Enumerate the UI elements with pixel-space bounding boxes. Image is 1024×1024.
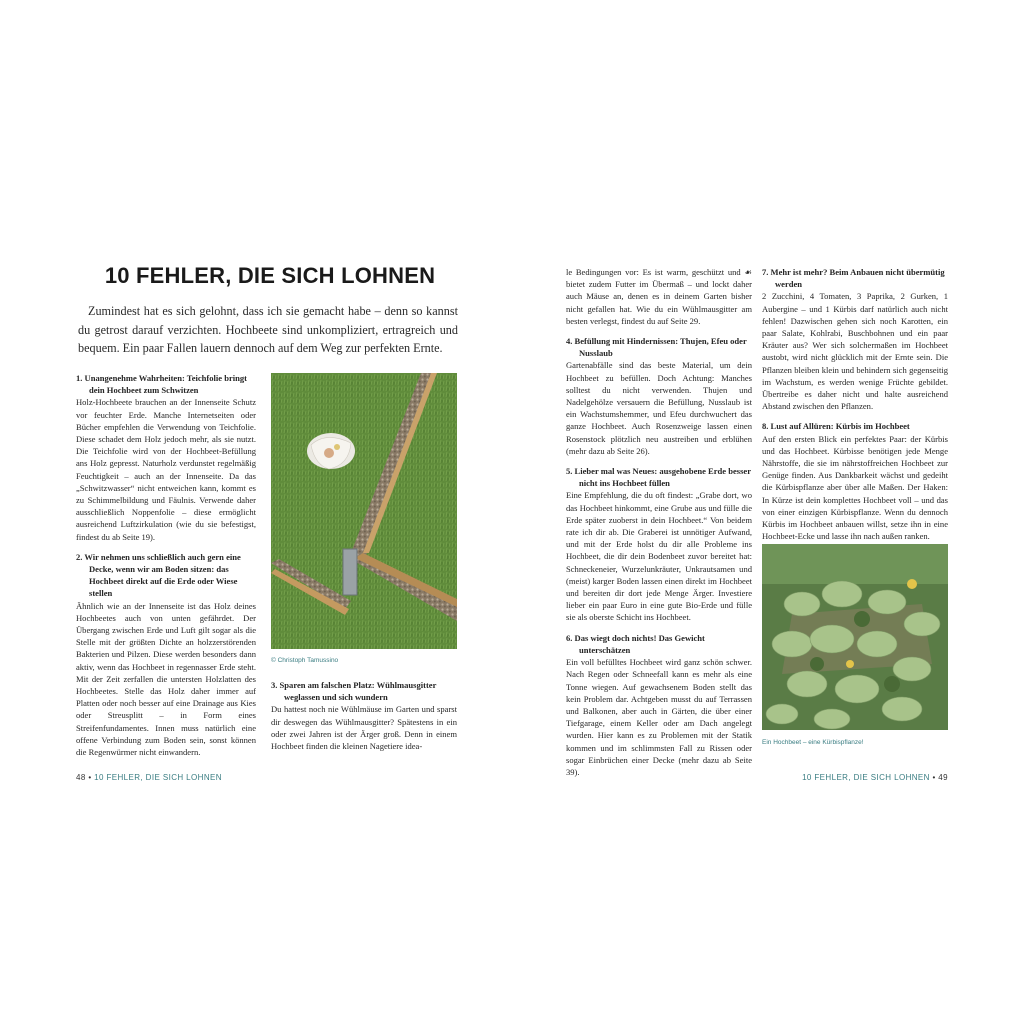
photo-pumpkin-raised-bed [762,544,948,730]
mistake-heading: 7. Mehr ist mehr? Beim Anbauen nicht übermütig werden [762,267,945,290]
mistake-body: le Bedingungen vor: Es ist warm, geschützt und ☙ bietet zudem Futter im Übermaß – und lockt daher auch Mäuse an, denen es in deinem Garten bisher nicht gefallen hat. Wie du ein Wühlmausgitter am besten verlegst, findest du auf Seite 29. [566,267,752,326]
page-number-right: • 49 [932,773,948,782]
mistake-heading: 1. Unangenehme Wahrheiten: Teichfolie bringt dein Hochbeet zum Schwitzen [76,373,248,396]
footer-right [802,773,948,782]
running-head-right: 10 FEHLER, DIE SICH LOHNEN [802,773,930,782]
mistake-body: Ähnlich wie an der Innenseite ist das Holz deines Hochbeetes auch von unten gefährdet. Der Übergang zwischen Erde und Luft gilt sogar als die Stelle mit der größten Dichte an holzzerstörenden Bakterien und Pilzen. Diese werden besonders dann aktiv, wenn das Hochbeet in regennasser Erde steht. Mit der Zeit zerfallen die untersten Holzlatten des Hochbeetes. Stelle das Holz daher immer auf Platten oder noch besser auf eine Drainage aus Kies oder Streusplitt – in Form eines Streifenfundamentes. Innen muss natürlich eine offene Verbindung zum Boden sein, sonst können die Regenwürmer nicht einwandern. [76,600,256,758]
column-3 [566,266,752,786]
mistake-body: Gartenabfälle sind das beste Material, um dein Hochbeet zu befüllen. Doch Achtung: Manches solltest du nicht verwenden. Thujen und Nadelgehölze versauern die Befüllung, Nusslaub ist ein Wachstumshemmer, und Efeu durchwuchert das ganze Hochbeet. Auch Rosenzweige lassen einen Rosenstock plötzlich neu austreiben und erblühen (mehr dazu ab Seite 26). [566,360,752,456]
pumpkin-plant-image [762,544,948,730]
column-2 [271,679,457,760]
mistake-heading: 6. Das wiegt doch nichts! Das Gewicht unterschätzen [566,632,705,655]
mistake-1 [76,372,256,543]
intro-text: Zumindest hat es sich gelohnt, dass ich sie gemacht habe – denn so kannst du getrost darauf verzichten. Hochbeete sind unkompliziert, ertragreich und bequem. Ein paar Fallen lauern dennoch auf dem Weg zur perfekten Ernte. [78,304,458,355]
footer-left [76,773,222,782]
mistake-body: Ein voll befülltes Hochbeet wird ganz schön schwer. Nach Regen oder Schneefall kann es mehr als eine Tonne wiegen. Auf gewachsenem Boden stellt das kein Problem dar. Achtgeben musst du auf Terrassen und Balkonen, aber auch in Gärten, die über einer Tiefgarage, einem Keller oder am Dach angelegt wurden. Hier kann es zu Problemen mit der Statik kommen und im schlimmsten Fall zu Rissen oder sogar Einbrüchen einer Decke (mehr dazu ab Seite 39). [566,657,752,777]
mistake-2 [76,551,256,758]
mistake-7 [762,266,948,412]
column-4 [762,266,948,550]
mistake-heading: 8. Lust auf Allüren: Kürbis im Hochbeet [762,421,910,432]
mistake-body: Holz-Hochbeete brauchen an der Innenseite Schutz vor feuchter Erde. Manche Internetseiten oder Bücher empfehlen die Verwendung von Teichfolie. Diese schadet dem Holz jedoch mehr, als sie nutzt. Die Teichfolie wird von der Hochbeet-Befüllung ans Holz gepresst. Naturholz verdunstet regelmäßig Feuchtigkeit – auch an der Innenseite. Da das „Schwitzwasser“ nicht entweichen kann, kommt es zu Schimmelbildung und Fäulnis. Verwende daher ausschließlich Noppenfolie – diese ermöglicht ausreichend Luftzirkulation (wie du sie befestigst, findest du ab Seite 19). [76,397,256,542]
page-number-left: 48 • [76,773,92,782]
intro-paragraph [78,302,458,358]
mistake-heading: 2. Wir nehmen uns schließlich auch gern eine Decke, wenn wir am Boden sitzen: das Hochbeet direkt auf die Erde oder Wiese stellen [76,551,241,599]
page-title: 10 FEHLER, DIE SICH LOHNEN [104,263,436,288]
photo-raised-bed-frame [271,373,457,649]
continued-text [566,266,752,327]
mistake-heading: 3. Sparen am falschen Platz: Wühlmausgitter weglassen und sich wundern [271,680,437,703]
mistake-heading: 4. Befüllung mit Hindernissen: Thujen, Efeu oder Nusslaub [566,336,747,359]
mistake-heading: 5. Lieber mal was Neues: ausgehobene Erde besser nicht ins Hochbeet füllen [566,466,751,489]
raised-bed-frame-image [271,373,457,649]
mistake-5 [566,465,752,624]
photo-caption: Ein Hochbeet – eine Kürbispflanze! [762,739,864,746]
running-head-left: 10 FEHLER, DIE SICH LOHNEN [94,773,222,782]
mistake-4 [566,335,752,457]
column-1 [76,372,256,766]
mistake-body: Auf den ersten Blick ein perfektes Paar: der Kürbis und das Hochbeet. Kürbisse benötigen jede Menge Nährstoffe, die sie im nährstoffreichen Hochbeet zur Genüge finden. Aus Dankbarkeit wächst und gedeiht die Kürbispflanze aber über alle Maßen. Der Haken: In Kürze ist dein komplettes Hochbeet voll – und das von einer einzigen Kürbispflanze. Wenn du dennoch Kürbis im Hochbeet anbauen willst, setze ihn in eine Hochbeet-Ecke und lasse ihn nach außen ranken. [762,433,948,542]
mistake-8 [762,420,948,542]
mistake-3 [271,679,457,752]
mistake-body: 2 Zucchini, 4 Tomaten, 3 Paprika, 2 Gurken, 1 Aubergine – und 1 Kürbis darf natürlich auch nicht fehlen! Dazwischen gehen sich noch Karotten, ein paar Salate, Kohlrabi, Buschbohnen und ein paar Kräuter aus? Wer sich solchermaßen im Hochbeet austobt, wird nicht glücklich mit der Ernte sein. Die Pflanzen bleiben klein und behindern sich gegenseitig im Wachstum, es werden wenige Früchte gebildet. Übertreibe es daher nicht und halte ausreichend Abstand zwischen den Pflanzen. [762,291,948,412]
mistake-body: Du hattest noch nie Wühlmäuse im Garten und sparst dir deswegen das Wühlmausgitter? Spätestens in ein oder zwei Jahren ist der Ärger groß. Denn in einem Hochbeet finden die kleinen Nagetiere idea- [271,704,457,752]
mistake-6 [566,632,752,778]
photo-credit: © Christoph Tamussino [271,657,339,664]
mistake-body: Eine Empfehlung, die du oft findest: „Grabe dort, wo das Hochbeet hinkommt, eine Grube aus und fülle die Erde später zuoberst in dein Hochbeet.“ Von beidem rate ich dir ab. Die Graberei ist unnötiger Aufwand, und mit der Erde holst du dir alle Probleme ins Hochbeet, die dir dein Bodenbeet zuvor bereitet hat: Schneckeneier, Wurzelunkräuter, Unkrautsamen und (meist) karger Boden lassen einen direkt im Hochbeet und bereiten dir dort jede Menge Ärger. Investiere lieber ein paar Euro in eine gute Bio-Erde und fülle sie als oberste Schicht ins Hochbeet. [566,490,752,623]
